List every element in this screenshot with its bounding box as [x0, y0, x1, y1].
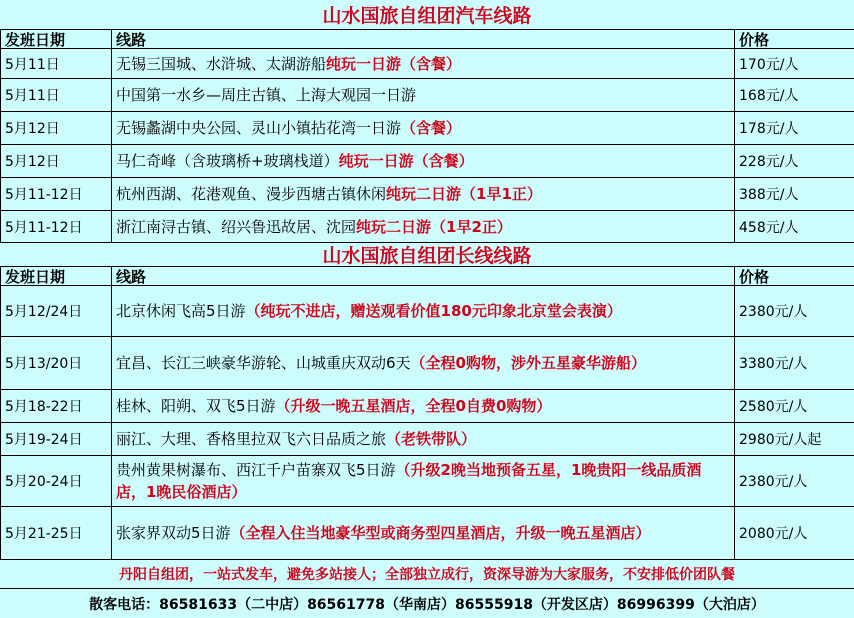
footer-phones — [0, 589, 854, 618]
route-text — [116, 216, 512, 238]
header-date: 发班日期 — [0, 30, 112, 48]
tour-row — [0, 145, 854, 178]
tour-row — [0, 211, 854, 243]
tour-price: 168元/人 — [739, 88, 799, 104]
header-price: 价格 — [739, 267, 770, 285]
route-cell — [112, 112, 735, 144]
departure-date: 5月21-25日 — [0, 507, 112, 559]
route-name: 丽江、大理、香格里拉双飞六日品质之旅 — [116, 430, 387, 448]
route-highlight: 纯玩二日游 — [386, 185, 462, 203]
header-route: 线路 — [112, 30, 735, 48]
phone-label: 散客电话： — [89, 596, 160, 613]
route-extra: （含餐） — [401, 119, 462, 137]
departure-date: 5月11-12日 — [0, 178, 112, 210]
departure-date: 5月12/24日 — [0, 286, 112, 336]
tour-price: 458元/人 — [739, 219, 799, 236]
route-extra: （升级2晚当地预备五星，1晚贵阳一线品质酒店，1晚民俗酒店） — [116, 461, 702, 501]
route-name: 张家界双动5日游 — [116, 524, 231, 542]
footer-slogan: 丹阳自组团，一站式发车，避免多站接人；全部独立成行，资深导游为大家服务，不安排低价团队餐 — [0, 560, 854, 589]
route-text — [116, 300, 622, 322]
header-route: 线路 — [112, 267, 735, 285]
route-extra: （纯玩不进店，赠送观看价值180元印象北京堂会表演） — [245, 302, 622, 320]
route-cell — [112, 423, 735, 455]
route-name: 桂林、阳朔、双飞5日游 — [116, 397, 276, 415]
route-name: 贵州黄果树瀑布、西江千户苗寨双飞5日游 — [116, 461, 396, 479]
tour-price: 228元/人 — [739, 154, 799, 170]
route-name: 北京休闲飞高5日游 — [116, 302, 246, 320]
route-name: 无锡蠡湖中央公园、灵山小镇拈花湾一日游 — [116, 119, 402, 137]
route-text — [116, 428, 476, 450]
route-text — [116, 150, 474, 172]
header-price: 价格 — [739, 30, 770, 48]
departure-date: 5月11日 — [0, 79, 112, 111]
route-cell — [112, 286, 735, 336]
header-date: 发班日期 — [0, 267, 112, 285]
tour-row — [0, 423, 854, 456]
tour-row — [0, 507, 854, 560]
departure-date: 5月12日 — [0, 145, 112, 177]
tour-row — [0, 390, 854, 423]
route-extra: （全程入住当地豪华型或商务型四星酒店，升级一晚五星酒店） — [230, 524, 651, 542]
route-highlight: 纯玩一日游 — [338, 152, 414, 170]
route-highlight: 纯玩二日游 — [356, 217, 432, 236]
section1-header-row — [0, 30, 854, 49]
section2-header-row — [0, 267, 854, 286]
tour-price: 2080元/人 — [739, 526, 808, 542]
route-cell — [112, 390, 735, 422]
tour-row — [0, 286, 854, 337]
route-name: 无锡三国城、水浒城、太湖游船 — [116, 54, 327, 73]
route-text — [116, 84, 416, 106]
route-extra: （含餐） — [413, 152, 474, 170]
route-name: 马仁奇峰（含玻璃桥+玻璃栈道） — [116, 152, 339, 170]
route-extra: （1早2正） — [431, 217, 512, 236]
tour-row — [0, 456, 854, 507]
route-name: 中国第一水乡—周庄古镇、上海大观园一日游 — [116, 86, 417, 104]
route-text — [116, 459, 730, 503]
route-text — [116, 53, 461, 75]
phone-numbers: 86581633（二中店）86561778（华南店）86555918（开发区店）86996399（大泊店） — [159, 596, 765, 613]
route-cell — [112, 456, 735, 506]
route-text — [116, 183, 542, 205]
route-text — [116, 395, 551, 417]
route-cell — [112, 145, 735, 177]
tour-price: 178元/人 — [739, 121, 799, 137]
tour-price: 388元/人 — [739, 187, 799, 203]
route-highlight: 纯玩一日游 — [326, 54, 402, 73]
tour-price: 2380元/人 — [739, 474, 808, 490]
route-extra: （全程0购物，涉外五星豪华游船） — [410, 354, 646, 372]
departure-date: 5月20-24日 — [0, 456, 112, 506]
tour-price: 170元/人 — [739, 56, 799, 73]
departure-date: 5月11日 — [0, 49, 112, 78]
route-extra: （老铁带队） — [386, 430, 477, 448]
route-extra: （升级一晚五星酒店，全程0自费0购物） — [275, 397, 552, 415]
route-text — [116, 352, 646, 374]
route-extra: （1早1正） — [461, 185, 542, 203]
route-cell — [112, 211, 735, 242]
route-cell — [112, 507, 735, 559]
tour-price: 2980元/人起 — [739, 432, 822, 448]
tour-row — [0, 337, 854, 390]
route-extra: （含餐） — [401, 54, 462, 73]
route-cell — [112, 49, 735, 78]
tour-price: 2580元/人 — [739, 399, 808, 415]
route-text — [116, 522, 651, 544]
route-cell — [112, 79, 735, 111]
route-name: 浙江南浔古镇、绍兴鲁迅故居、沈园 — [116, 217, 357, 236]
route-cell — [112, 337, 735, 389]
tour-price: 3380元/人 — [739, 356, 808, 372]
departure-date: 5月19-24日 — [0, 423, 112, 455]
tour-row — [0, 79, 854, 112]
departure-date: 5月11-12日 — [0, 211, 112, 242]
section1-title: 山水国旅自组团汽车线路 — [0, 0, 854, 30]
tour-row — [0, 49, 854, 79]
departure-date: 5月13/20日 — [0, 337, 112, 389]
section2-title: 山水国旅自组团长线线路 — [0, 243, 854, 267]
tour-price: 2380元/人 — [739, 304, 808, 320]
departure-date: 5月12日 — [0, 112, 112, 144]
departure-date: 5月18-22日 — [0, 390, 112, 422]
route-text — [116, 117, 461, 139]
route-name: 杭州西湖、花港观鱼、漫步西塘古镇休闲 — [116, 185, 387, 203]
route-cell — [112, 178, 735, 210]
tour-row — [0, 112, 854, 145]
route-name: 宜昌、长江三峡豪华游轮、山城重庆双动6天 — [116, 354, 411, 372]
tour-row — [0, 178, 854, 211]
